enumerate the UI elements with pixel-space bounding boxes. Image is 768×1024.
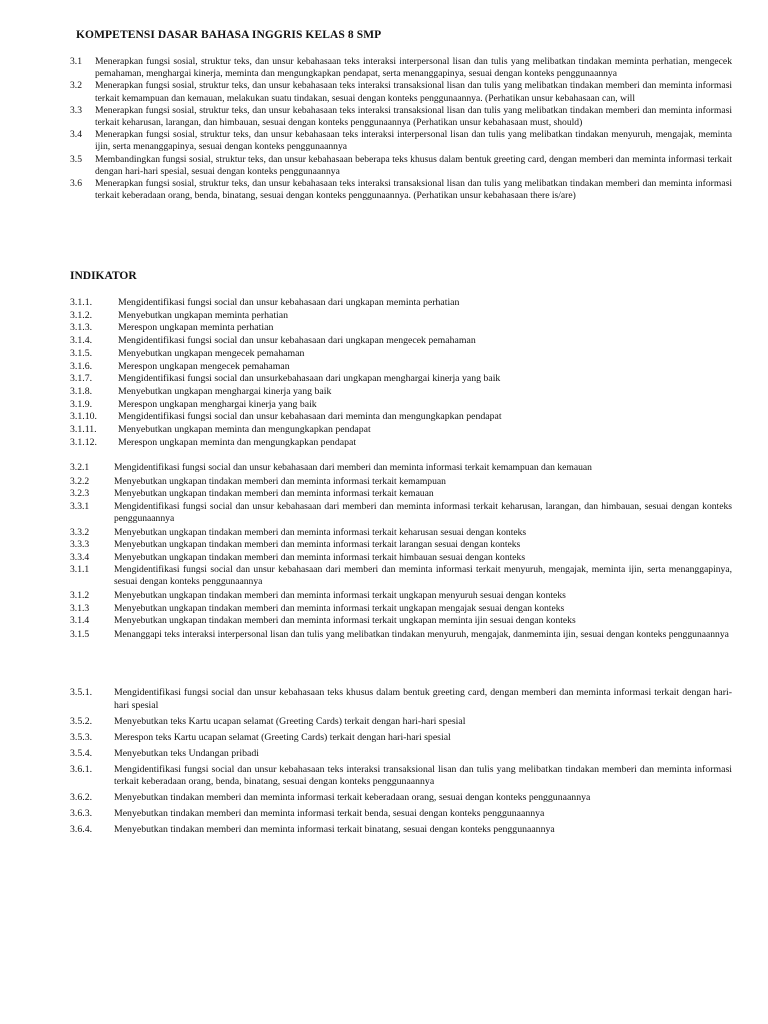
indikator-item [70,373,732,386]
indikator-item-text: Mengidentifikasi fungsi social dan unsur kebahasaan dari meminta dan mengungkapkan pendapat [118,411,502,423]
indikator-item [70,564,732,589]
indikator-item-text: Menyebutkan ungkapan tindakan memberi dan meminta informasi terkait keharusan sesuai dengan konteks [114,526,527,538]
indikator-item-text: Menyebutkan ungkapan tindakan memberi dan meminta informasi terkait ungkapan meminta ijin sesuai dengan konteks [114,615,576,627]
indikator-item-text: Menyebutkan teks Kartu ucapan selamat (Greeting Cards) terkait dengan hari-hari spesial [114,715,466,727]
indikator-item [70,792,732,805]
indikator-item-number: 3.1.11. [70,424,97,436]
indikator-item-text: Merespon ungkapan mengecek pemahaman [118,360,290,372]
indikator-item-number: 3.1.4 [70,615,90,627]
indikator-item-number: 3.1.10. [70,411,97,423]
kompetensi-dasar-item-text: Menerapkan fungsi sosial, struktur teks, dan unsur kebahasaan teks interaksi interpersonal lisan dan tulis yang melibatkan tindakan meminta perhatian, mengecek pemahaman, menghargai kinerja, meminta dan mengungkapkan pendapat, serta menanggapinya, sesuai dengan konteks penggunaannya [95,56,732,80]
indikator-item [70,527,732,539]
kompetensi-dasar-item-number: 3.6 [70,178,82,190]
indikator-item-number: 3.1.9. [70,398,93,410]
indikator-item [70,687,732,712]
indikator-item-number: 3.5.4. [70,747,93,759]
indikator-item-number: 3.1.2. [70,309,93,321]
indikator-list-3-1 [70,297,732,449]
kompetensi-dasar-item-number: 3.1 [70,56,82,67]
indikator-item [70,552,732,564]
indikator-item-number: 3.1.6. [70,360,93,372]
indikator-item-text: Menyebutkan ungkapan meminta dan mengungkapkan pendapat [118,424,371,436]
indikator-item-number: 3.6.1. [70,763,93,775]
indikator-item [70,488,732,500]
indikator-item [70,335,732,348]
indikator-item-number: 3.5.1. [70,687,93,698]
kompetensi-dasar-item [70,129,732,153]
indikator-item-number: 3.6.4. [70,824,93,836]
indikator-item-number: 3.1.3 [70,602,90,614]
indikator-item-text: Menyebutkan ungkapan menghargai kinerja yang baik [118,385,332,397]
indikator-item-number: 3.3.1 [70,500,90,512]
indikator-item-text: Menyebutkan ungkapan meminta perhatian [118,309,289,321]
indikator-item-text: Merespon ungkapan meminta perhatian [118,322,274,334]
indikator-item [70,603,732,615]
indikator-item-number: 3.5.2. [70,715,93,727]
indikator-item-text: Mengidentifikasi fungsi social dan unsurkebahasaan dari ungkapan menghargai kinerja yang baik [118,373,501,385]
indikator-item [70,808,732,821]
kompetensi-dasar-item-number: 3.3 [70,104,82,116]
indikator-item-text: Menyebutkan teks Undangan pribadi [114,747,260,759]
indikator-item-number: 3.1.12. [70,436,97,448]
indikator-item-text: Mengidentifikasi fungsi social dan unsur kebahasaan dari memberi dan meminta informasi terkait kemampuan dan kemauan [114,462,592,473]
indikator-item-text: Menyebutkan ungkapan tindakan memberi dan meminta informasi terkait kemampuan [114,475,446,487]
indikator-item-text: Merespon ungkapan menghargai kinerja yang baik [118,398,317,410]
indikator-item-number: 3.2.1 [70,462,90,473]
indikator-heading: INDIKATOR [70,270,137,282]
indikator-item [70,462,732,474]
indikator-item [70,764,732,789]
indikator-item [70,437,732,450]
indikator-item [70,386,732,399]
kompetensi-dasar-item-text: Menerapkan fungsi sosial, struktur teks, dan unsur kebahasaan teks interaksi transaksional lisan dan tulis yang melibatkan tindakan memberi dan meminta informasi terkait keberadaan orang, benda, binatang, sesuai dengan konteks penggunaannya. (Perhatikan unsur kebahasaan there is/are) [95,178,732,202]
kompetensi-dasar-list [70,56,732,202]
kompetensi-dasar-item [70,178,732,202]
kompetensi-dasar-item-text: Membandingkan fungsi sosial, struktur teks, dan unsur kebahasaan beberapa teks khusus dalam bentuk greeting card, dengan memberi dan meminta informasi terkait dengan hari-hari spesial, sesuai dengan konteks penggunaannya [95,153,732,177]
indikator-item-text: Mengidentifikasi fungsi social dan unsur kebahasaan teks khusus dalam bentuk greeting card, dengan memberi dan meminta informasi terkait dengan hari-hari spesial [114,687,732,711]
kompetensi-dasar-item-text: Menerapkan fungsi sosial, struktur teks, dan unsur kebahasaan teks interaksi transaksional lisan dan tulis yang melibatkan tindakan memberi dan meminta informasi terkait keharusan, larangan, dan himbauan, sesuai dengan konteks penggunaannya (Perhatikan unsur kebahasaan must, should) [95,104,732,129]
indikator-item-number: 3.1.5 [70,628,90,640]
kompetensi-dasar-item [70,105,732,129]
indikator-item [70,310,732,323]
indikator-item-number: 3.3.2 [70,526,90,538]
indikator-item-text: Mengidentifikasi fungsi social dan unsur kebahasaan dari memberi dan meminta informasi terkait menyuruh, mengajak, meminta ijin, serta menanggapinya, sesuai dengan konteks penggunaannya [114,564,732,588]
document-title: KOMPETENSI DASAR BAHASA INGGRIS KELAS 8 SMP [76,29,382,41]
indikator-item [70,297,732,310]
indikator-item-number: 3.1.3. [70,322,93,334]
indikator-item-number: 3.3.3 [70,539,90,551]
indikator-list-3-2-to-3-4 [70,462,732,641]
indikator-item-text: Merespon ungkapan meminta dan mengungkapkan pendapat [118,436,357,448]
indikator-item [70,348,732,361]
kompetensi-dasar-item-number: 3.2 [70,80,82,92]
indikator-item [70,716,732,729]
indikator-item [70,824,732,837]
indikator-list-3-5-to-3-6 [70,687,732,837]
indikator-item-number: 3.1.1. [70,297,93,308]
indikator-item-text: Menyebutkan ungkapan tindakan memberi dan meminta informasi terkait ungkapan menyuruh sesuai dengan konteks [114,590,566,602]
kompetensi-dasar-item-text: Menerapkan fungsi sosial, struktur teks, dan unsur kebahasaan teks interaksi transaksional lisan dan tulis yang melibatkan tindakan memberi dan meminta informasi terkait kemampuan dan kemauan, melakukan suatu tindakan, sesuai dengan konteks penggunaannya. (Perhatikan unsur kebahasaan can, will [95,80,732,104]
indikator-item-text: Mengidentifikasi fungsi social dan unsur kebahasaan dari ungkapan meminta perhatian [118,297,460,308]
indikator-item [70,476,732,488]
indikator-item-number: 3.1.8. [70,385,93,397]
indikator-item-number: 3.1.7. [70,373,93,385]
indikator-item-text: Menyebutkan ungkapan mengecek pemahaman [118,347,305,359]
indikator-item [70,361,732,374]
indikator-item-text: Menyebutkan ungkapan tindakan memberi dan meminta informasi terkait ungkapan mengajak sesuai dengan konteks [114,602,565,614]
indikator-item-number: 3.1.2 [70,590,90,602]
indikator-item-text: Menanggapi teks interaksi interpersonal lisan dan tulis yang melibatkan tindakan menyuruh, mengajak, danmeminta ijin, sesuai dengan konteks penggunaannya [114,628,729,640]
indikator-item [70,539,732,551]
indikator-item-text: Menyebutkan ungkapan tindakan memberi dan meminta informasi terkait larangan sesuai dengan konteks [114,539,521,551]
indikator-item-number: 3.2.3 [70,488,90,500]
indikator-item-text: Menyebutkan tindakan memberi dan meminta informasi terkait benda, sesuai dengan konteks penggunaannya [114,808,545,820]
indikator-item [70,399,732,412]
indikator-item-text: Mengidentifikasi fungsi social dan unsur kebahasaan teks interaksi transaksional lisan dan tulis yang melibatkan tindakan memberi dan meminta informasi terkait keberadaan orang, benda, binatang, sesuai dengan konteks penggunaannya [114,763,732,788]
indikator-item-text: Menyebutkan ungkapan tindakan memberi dan meminta informasi terkait kemauan [114,488,434,500]
indikator-item [70,629,732,641]
indikator-item-text: Menyebutkan tindakan memberi dan meminta informasi terkait binatang, sesuai dengan konteks penggunaannya [114,824,555,836]
indikator-item [70,322,732,335]
indikator-item-number: 3.1.5. [70,347,93,359]
indikator-item [70,615,732,627]
kompetensi-dasar-item-number: 3.5 [70,153,82,165]
kompetensi-dasar-item [70,56,732,80]
kompetensi-dasar-item-text: Menerapkan fungsi sosial, struktur teks, dan unsur kebahasaan teks interaksi interpersonal lisan dan tulis yang melibatkan tindakan menyuruh, mengajak, meminta ijin, serta menanggapinya, sesuai dengan konteks penggunaannya [95,129,732,153]
kompetensi-dasar-item [70,154,732,178]
indikator-item-text: Mengidentifikasi fungsi social dan unsur kebahasaan dari ungkapan mengecek pemahaman [118,335,476,347]
indikator-item-number: 3.2.2 [70,475,90,487]
indikator-item-text: Menyebutkan tindakan memberi dan meminta informasi terkait keberadaan orang, sesuai dengan konteks penggunaannya [114,792,591,804]
indikator-item-text: Merespon teks Kartu ucapan selamat (Greeting Cards) terkait dengan hari-hari spesial [114,731,451,743]
kompetensi-dasar-item-number: 3.4 [70,129,82,141]
indikator-item-number: 3.6.3. [70,808,93,820]
kompetensi-dasar-item [70,80,732,104]
indikator-item [70,411,732,424]
indikator-item [70,748,732,761]
indikator-item-number: 3.5.3. [70,731,93,743]
indikator-item-number: 3.3.4 [70,551,90,563]
indikator-item [70,501,732,526]
indikator-item [70,424,732,437]
indikator-item [70,732,732,745]
indikator-item-text: Menyebutkan ungkapan tindakan memberi dan meminta informasi terkait himbauan sesuai dengan konteks [114,551,526,563]
indikator-item [70,590,732,602]
indikator-item-number: 3.6.2. [70,792,93,804]
indikator-item-number: 3.1.1 [70,564,90,576]
indikator-item-number: 3.1.4. [70,335,93,347]
indikator-item-text: Mengidentifikasi fungsi social dan unsur kebahasaan dari memberi dan meminta informasi terkait keharusan, larangan, dan himbauan, sesuai dengan konteks penggunaannya [114,500,732,525]
